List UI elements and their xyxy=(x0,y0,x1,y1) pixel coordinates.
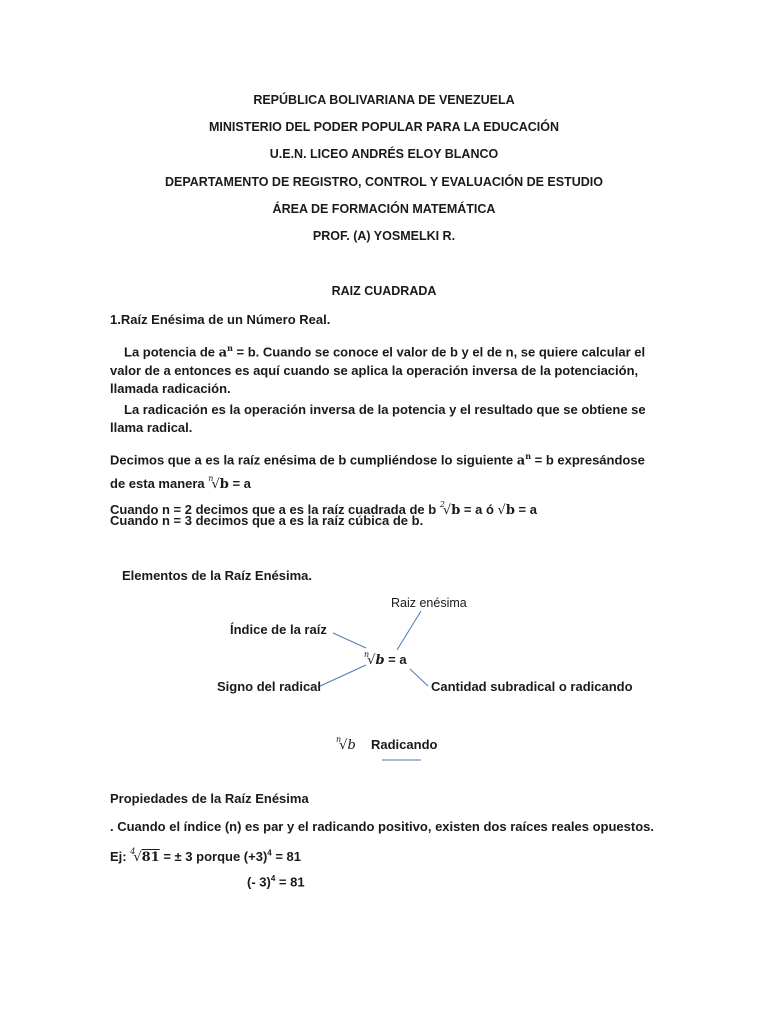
radicando-symbol: $^n$√b xyxy=(336,735,356,753)
paragraph-cubica: Cuando n = 3 decimos que a es la raíz cúbica de b. xyxy=(110,513,424,528)
header-line-2: MINISTERIO DEL PODER POPULAR PARA LA EDUCACIÓN xyxy=(208,120,560,134)
paragraph-potencia: La potencia de $a^n = b$. Cuando se conoce el valor de b y el de n, se quiere calcular el valor de a entonces es aquí cuando se aplica la operación inversa de la potenciación, llamada radicación. xyxy=(110,343,646,397)
property-1: . Cuando el índice (n) es par y el radicando positivo, existen dos raíces reales opuestos. xyxy=(110,819,655,834)
properties-heading: Propiedades de la Raíz Enésima xyxy=(110,791,309,806)
header-line-1: REPÚBLICA BOLIVARIANA DE VENEZUELA xyxy=(253,93,515,107)
header-line-3: U.E.N. LICEO ANDRÉS ELOY BLANCO xyxy=(269,147,499,161)
header-line-6: PROF. (A) YOSMELKI R. xyxy=(312,229,456,243)
page-title: RAIZ CUADRADA xyxy=(331,284,437,298)
center-radical: $^n$√b = a xyxy=(364,650,407,668)
header-line-4: DEPARTAMENTO DE REGISTRO, CONTROL Y EVALUACIÓN DE ESTUDIO xyxy=(164,175,603,189)
radicando-label: Radicando xyxy=(371,737,438,752)
header-line-5: ÁREA DE FORMACIÓN MATEMÁTICA xyxy=(272,202,496,216)
paragraph-radicacion: La radicación es la operación inversa de la potencia y el resultado que se obtiene se llama radical. xyxy=(110,402,646,435)
example-1: Ej: $^4$√81 = ± 3 porque $(+3)^4 = 81$ xyxy=(110,847,302,865)
label-cantidad: Cantidad subradical o radicando xyxy=(431,679,633,694)
label-raiz-enesima: Raiz enésima xyxy=(391,596,467,610)
elements-heading: Elementos de la Raíz Enésima. xyxy=(122,568,313,583)
paragraph-definicion: Decimos que a es la raíz enésima de b cumpliéndose lo siguiente $a^n = b$ expresándose de esta manera $^n$√b = a Cuando n = 2 decimos que a es la raíz cuadrada de b $^2$√b = a ó √b = a xyxy=(110,451,645,519)
label-indice: Índice de la raíz xyxy=(230,622,327,637)
example-2: (- 3)$^4$ = 81 xyxy=(247,874,305,890)
section-heading: 1.Raíz Enésima de un Número Real. xyxy=(110,312,331,327)
label-signo: Signo del radical xyxy=(217,679,322,694)
